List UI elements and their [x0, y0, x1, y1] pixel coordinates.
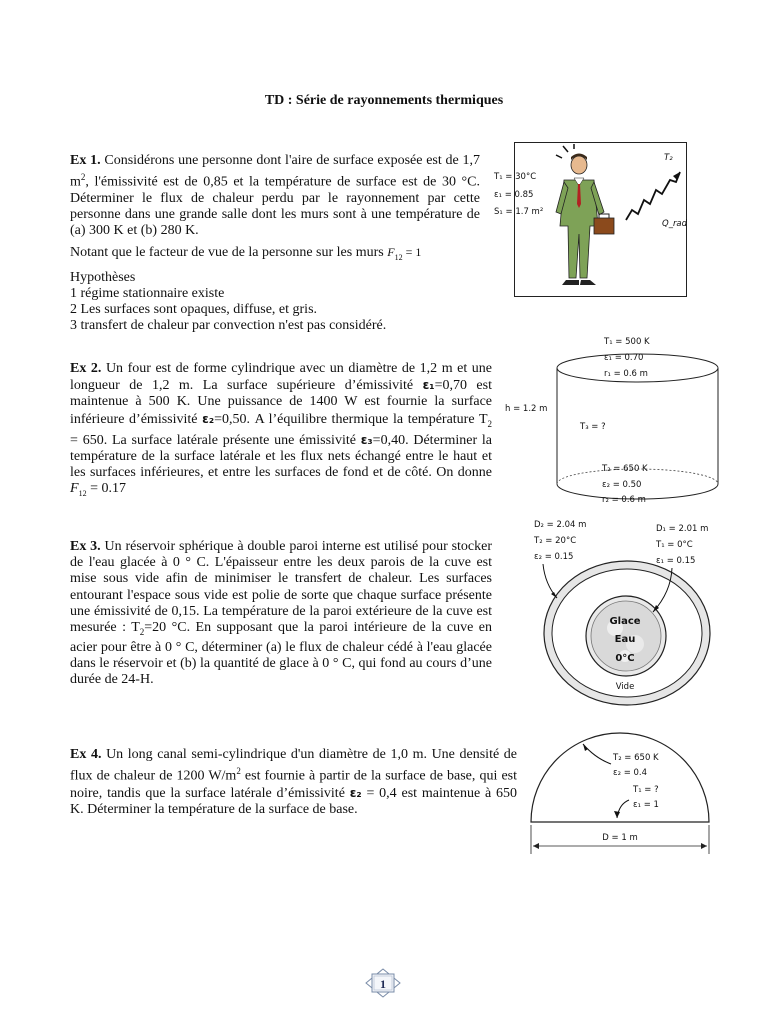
fig3-e2: ε₂ = 0.15 — [534, 552, 574, 562]
exercise-1-label: Ex 1. — [70, 153, 101, 168]
fig3-t1: T₁ = 0°C — [656, 540, 693, 550]
fig4-e2: ε₂ = 0.4 — [613, 768, 648, 778]
fig1-qrad-label: Q_rad — [662, 219, 688, 229]
fig2-height: h = 1.2 m — [505, 404, 548, 414]
fig2-t3: T₃ = ? — [580, 422, 606, 432]
exercise-4-text-b: est fournie à partir de la surface de base, qui est noire, tandis que la surface latérale d’émissivité — [70, 768, 517, 802]
fig2-top-t: T₁ = 500 K — [604, 337, 650, 347]
figure-semicylinder — [525, 730, 715, 854]
exercise-3-label: Ex 3. — [70, 539, 101, 554]
page-number: 1 — [380, 977, 386, 991]
exercise-3-text-b: =20 °C. En supposant que la paroi intérieure de la cuve en acier pour être à 0 ° C, déterminer (a) le flux de chaleur cédé à l'eau glacée dans le réservoir et (b) la quantité de glace à 0 ° C, qui fond au cours d’une durée de 24-H. — [70, 620, 492, 688]
exercise-3-text-a: Un réservoir sphérique à double paroi interne est utilisé pour stocker de l'eau glacée à 0 ° C. L'épaisseur entre les deux parois de la cuve est mise sous vide afin de minimiser le transfert de chaleur. Les surfaces entourant l'espace sous vide est polie de sorte que chaque surface présente une émissivité de 0,15. La température de la paroi extérieure de la cuve est mesurée : T — [70, 539, 493, 636]
exercise-2-text-b: =0,70 est maintenue à 500 K. Une puissance de 1400 W est fournie la surface inférieure d’émissivité — [70, 378, 492, 427]
fig4-t1: T₁ = ? — [633, 785, 659, 795]
fig3-d2: D₂ = 2.04 m — [534, 520, 587, 530]
fig3-d1: D₁ = 2.01 m — [656, 524, 709, 534]
exercise-2-view-factor-sub: 12 — [78, 489, 87, 499]
exercise-1-sup: 2 — [80, 172, 86, 183]
hypotheses-title: Hypothèses — [70, 269, 136, 285]
exercise-2-text-c: =0,50. A l’équilibre thermique la température T — [214, 411, 488, 427]
hypothesis-1: 1 régime stationnaire existe — [70, 285, 225, 301]
exercise-1-text-a: Considérons une personne dont l'aire de surface exposée est de 1,7 m — [70, 153, 480, 190]
fig3-e1: ε₁ = 0.15 — [656, 556, 696, 566]
fig3-t2: T₂ = 20°C — [534, 536, 577, 546]
fig1-t2-label: T₂ — [664, 153, 673, 163]
fig2-top-e: ε₁ = 0.70 — [604, 353, 644, 363]
fig2-bot-t: T₂ = 650 K — [602, 464, 648, 474]
fig3-ice-label: Glace — [609, 616, 641, 627]
exercise-4-epsilon-2-symbol: ε₂ — [349, 786, 362, 801]
exercise-4-text-c: = 0,4 est maintenue à 650 K. Déterminer la température de la surface de base. — [70, 786, 517, 818]
exercise-2-view-factor-symbol: F — [70, 481, 79, 497]
fig2-bot-e: ε₂ = 0.50 — [602, 480, 642, 490]
epsilon-3-symbol: ε₃ — [360, 432, 373, 447]
exercise-1-note: Notant que le facteur de vue de la personne sur les murs — [70, 244, 388, 260]
fig4-t2: T₂ = 650 K — [613, 753, 659, 763]
exercise-2-text-e: =0,40. Déterminer la température de la surface latérale et les flux nets échangé entre le haut et les surfaces inférieures, et entre les surfaces de fond et de côté. On donne — [70, 432, 493, 481]
exercise-4 — [70, 747, 517, 818]
exercise-2-view-factor-value: = 0.17 — [86, 481, 126, 497]
fig2-top-r: r₁ = 0.6 m — [604, 369, 648, 379]
exercise-2-text-d: = 650. La surface latérale présente une émissivité — [70, 432, 361, 448]
epsilon-2-symbol: ε₂ — [202, 411, 215, 426]
hypothesis-2: 2 Les surfaces sont opaques, diffuse, et gris. — [70, 302, 318, 318]
exercise-1 — [70, 153, 480, 334]
exercise-4-sup: 2 — [236, 766, 241, 777]
fig1-t1-label: T₁ = 30°C — [494, 172, 537, 182]
epsilon-1-symbol: ε₁ — [422, 378, 435, 393]
figure-person — [494, 142, 688, 298]
fig1-e1-label: ε₁ = 0.85 — [494, 190, 534, 200]
exercise-2-label: Ex 2. — [70, 361, 102, 376]
hypothesis-3: 3 transfert de chaleur par convection n'est pas considéré. — [70, 318, 387, 334]
fig3-water-label: Eau — [614, 634, 636, 645]
exercise-1-view-factor-value: = 1 — [402, 244, 422, 259]
fig2-bot-r: r₂ = 0.6 m — [602, 495, 646, 505]
exercise-3-t2-sub: 2 — [139, 626, 145, 637]
fig3-temp-label: 0°C — [615, 653, 635, 664]
fig1-s1-label: S₁ = 1.7 m² — [494, 207, 544, 217]
exercise-4-text-a: Un long canal semi-cylindrique d'un diamètre de 1,0 m. Une densité de flux de chaleur de 1200 W/m — [70, 747, 517, 784]
exercise-1-view-factor-symbol: F — [387, 244, 395, 259]
page-number-badge — [365, 968, 401, 998]
exercise-1-text-b: , l'émissivité est de 0,85 et la température de surface est de 30 °C. Déterminer le flux de chaleur perdu par le rayonnement par cette personne dans une grande salle dont les murs sont à une température de (a) 300 K et (b) 280 K. — [70, 174, 480, 239]
exercise-2-text-a: Un four est de forme cylindrique avec un diamètre de 1,2 m et une longueur de 1,2 m. La surface supérieure d’émissivité — [70, 361, 492, 394]
exercise-1-view-factor-sub: 12 — [394, 252, 403, 262]
exercise-3 — [70, 539, 492, 689]
fig4-diameter: D = 1 m — [602, 833, 638, 843]
figure-sphere — [525, 516, 725, 706]
exercise-2-t2-sub: 2 — [487, 418, 492, 429]
fig4-e1: ε₁ = 1 — [633, 800, 659, 810]
figure-cylinder — [500, 334, 725, 514]
page-title: TD : Série de rayonnements thermiques — [264, 93, 504, 108]
exercise-2 — [70, 361, 492, 502]
fig3-vacuum-label: Vide — [615, 682, 635, 692]
exercise-4-label: Ex 4. — [70, 747, 102, 762]
